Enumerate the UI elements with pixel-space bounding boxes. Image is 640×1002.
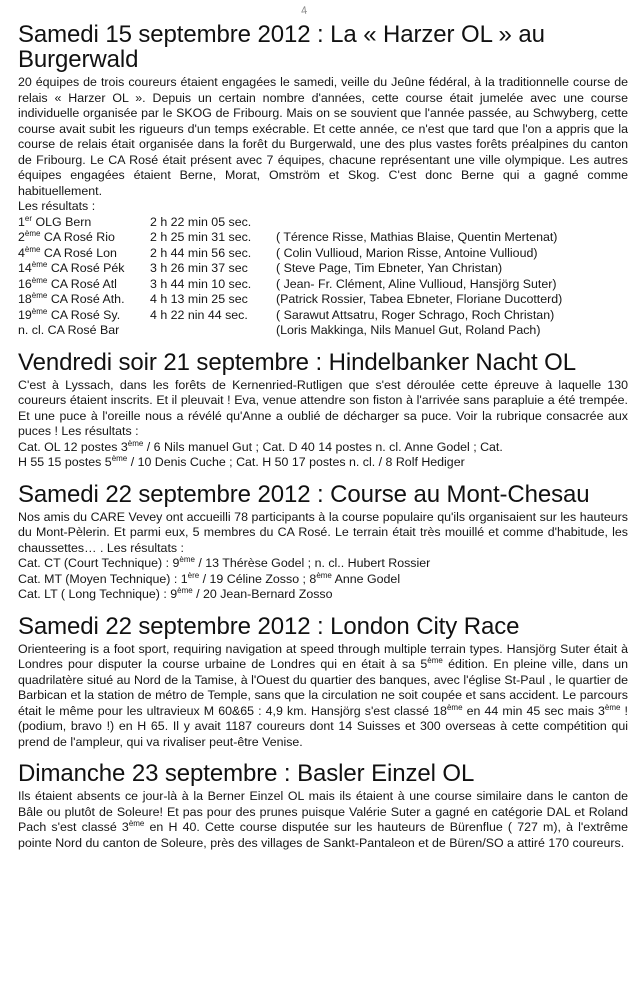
result-rank-team: 16ème CA Rosé Atl <box>18 275 117 291</box>
body-text: Nos amis du CARE Vevey ont accueilli 78 participants à la course populaire qu'ils organisaient sur les hauteurs du Mont-Pèlerin. Et parmi eux, 5 membres du CA Rosé. Le terrain était très mouillé et comme d'habitude, les chaussettes… . Les résultats : <box>18 509 628 555</box>
results-line: Cat. OL 12 postes 3ème / 6 Nils manuel Gut ; Cat. D 40 14 postes n. cl. Anne Godel ; Cat. <box>18 438 503 454</box>
section-mont-chesau <box>18 482 628 603</box>
section-body: 20 équipes de trois coureurs étaient engagées le samedi, veille du Jeûne fédéral, à la traditionnelle course de relais « Harzer OL ». Depuis un certain nombre d'années, cette course était jumelée avec une course individuelle organisée par le SKOG de Fribourg. Mais on se souvient que l'année passée, au Schwyberg, cette course avait subit les rigueurs d'un temps exécrable. Et cette année, ce n'est que tard que l'on a appris que la course de relais était organisée dans la forêt du Burgerwald, une des plus vastes forêts préalpines du canton de Fribourg. Le CA Rosé était présent avec 7 équipes, chacune représentant une ville olympique. Les autres équipes engagées étaient Berne, Morat, Omström et Skog. C'est donc Berne qui a gagné comme habituellement. <box>18 75 628 198</box>
section-basler-einzel-ol <box>18 761 628 851</box>
section-london-city-race <box>18 614 628 751</box>
result-time: 2 h 44 min 56 sec. <box>150 245 252 260</box>
results-line: H 55 15 postes 5ème / 10 Denis Cuche ; Cat. H 50 17 postes n. cl. / 8 Rolf Hediger <box>18 453 465 469</box>
result-row <box>18 215 628 231</box>
section-body <box>18 510 628 603</box>
section-hindelbanker-nacht-ol <box>18 350 628 471</box>
body-text: C'est à Lyssach, dans les forêts de Kernenried-Rutligen que s'est déroulée cette épreuve à laquelle 130 coureurs étaient inscrits. Et il pleuvait ! Eva, venue attendre son fiston à l'arrivée sans parapluie a été trempée. Et une puce à l'oreille nous a révélé qu'Anne a oublié de décharger sa puce. Voir la rubrique consacrée aux puces ! Les résultats : <box>18 377 628 438</box>
result-team-members <box>276 215 628 231</box>
result-team-members: (Loris Makkinga, Nils Manuel Gut, Roland Pach) <box>276 323 541 337</box>
result-row <box>18 292 628 308</box>
result-time: 4 h 22 nin 44 sec. <box>150 307 248 322</box>
result-team-members: ( Colin Vullioud, Marion Risse, Antoine Vullioud) <box>276 245 538 260</box>
result-row <box>18 308 628 324</box>
section-title: Dimanche 23 septembre : Basler Einzel OL <box>18 760 475 787</box>
result-rank-team: 2ème CA Rosé Rio <box>18 228 115 244</box>
result-time <box>150 323 276 339</box>
result-rank-team: 19ème CA Rosé Sy. <box>18 306 121 322</box>
result-row <box>18 261 628 277</box>
results-line-lt: Cat. LT ( Long Technique) : 9ème / 20 Jean-Bernard Zosso <box>18 585 333 601</box>
result-rank-team: 14ème CA Rosé Pék <box>18 259 125 275</box>
section-body <box>18 378 628 471</box>
results-label: Les résultats : <box>18 199 96 213</box>
result-team-members: ( Sarawut Attsatru, Roger Schrago, Roch Christan) <box>276 307 555 322</box>
result-row <box>18 230 628 246</box>
newsletter-page <box>18 22 628 862</box>
section-title: Samedi 22 septembre 2012 : London City Race <box>18 612 520 640</box>
result-time: 2 h 25 min 31 sec. <box>150 230 252 244</box>
section-body: Ils étaient absents ce jour-là à la Berner Einzel OL mais ils étaient à une course similaire dans le canton de Bâle ou plutôt de Soleure! Et pas pour des prunes puisque Valérie Suter a gagné en catégorie DAL et Roland Pach s'est classé 3ème en H 40. Cette course disputée sur les hauteurs de Bürenflue ( 727 m), à l'extrême pointe Nord du canton de Soleure, près des villages de Sankt-Pantaleon et de Büren/SO a attiré 170 coureurs. <box>18 789 628 850</box>
results-line-ct: Cat. CT (Court Technique) : 9ème / 13 Thérèse Godel ; n. cl.. Hubert Rossier <box>18 554 431 570</box>
result-team-members: ( Térence Risse, Mathias Blaise, Quentin Mertenat) <box>276 230 558 244</box>
result-row <box>18 323 628 339</box>
section-harzer-ol <box>18 22 628 339</box>
section-title: Samedi 22 septembre 2012 : Course au Mont-Chesau <box>18 480 590 508</box>
section-title: Vendredi soir 21 septembre : Hindelbanker Nacht OL <box>18 348 576 376</box>
result-rank-team: 18ème CA Rosé Ath. <box>18 290 125 306</box>
result-rank-team: n. cl. CA Rosé Bar <box>18 323 120 337</box>
result-row <box>18 277 628 293</box>
results-line-mt: Cat. MT (Moyen Technique) : 1ère / 19 Céline Zosso ; 8ème Anne Godel <box>18 570 401 586</box>
result-team-members: (Patrick Rossier, Tabea Ebneter, Floriane Ducotterd) <box>276 292 563 306</box>
result-row <box>18 246 628 262</box>
result-rank-team: 4ème CA Rosé Lon <box>18 244 117 260</box>
result-time: 3 h 26 min 37 sec <box>150 261 248 275</box>
results-list <box>18 215 628 339</box>
result-rank-team: 1er OLG Bern <box>18 213 92 229</box>
page-number-mark: 4 <box>300 4 308 18</box>
result-team-members: ( Jean- Fr. Clément, Aline Vullioud, Hansjörg Suter) <box>276 276 557 291</box>
section-body: Orienteering is a foot sport, requiring navigation at speed through multiple terrain types. Hansjörg Suter était à Londres pour disputer la course urbaine de Londres qui en était à sa 5ème édition. En pleine ville, dans un quadrilatère situé au Nord de la Tamise, à l'Ouest du quartier des banques, avec l'église St-Paul , le quartier de Barbican et la station de métro de Temple, sans que la circulation ne soit coupée et sans accident. Le parcours était le même pour les ultravieux M 60&65 : 4,9 km. Hansjörg s'est classé 18ème en 44 min 45 sec mais 3ème ! (podium, bravo !) en H 65. Il y avait 1187 coureurs dont 14 Suisses et 300 overseas à cette compétition qui prend de l'ampleur, qui va rivaliser peut-être Venise. <box>18 641 628 749</box>
result-time: 3 h 44 min 10 sec. <box>150 276 252 291</box>
section-title: Samedi 15 septembre 2012 : La « Harzer OL » au Burgerwald <box>18 21 545 73</box>
result-time: 2 h 22 min 05 sec. <box>150 214 252 229</box>
result-team-members: ( Steve Page, Tim Ebneter, Yan Christan) <box>276 261 503 275</box>
result-time: 4 h 13 min 25 sec <box>150 292 248 306</box>
